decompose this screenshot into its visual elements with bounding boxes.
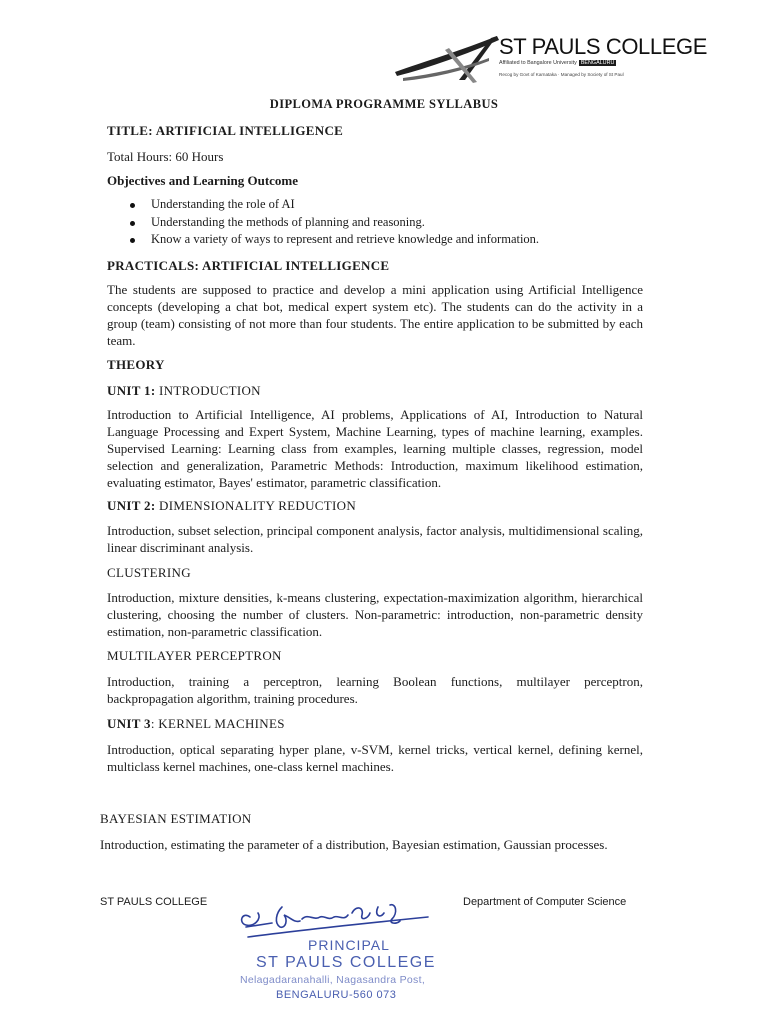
college-emblem-icon <box>393 28 503 90</box>
objectives-list <box>130 196 650 249</box>
principal-stamp-and-signature <box>228 893 458 1013</box>
stamp-city: BENGALURU-560 073 <box>276 989 397 1001</box>
unit2-label: UNIT 2: <box>107 498 156 513</box>
document-heading: DIPLOMA PROGRAMME SYLLABUS <box>269 97 499 111</box>
stamp-principal: PRINCIPAL <box>308 937 390 953</box>
clustering-heading: CLUSTERING <box>107 565 191 580</box>
course-title-value: ARTIFICIAL INTELLIGENCE <box>155 123 344 138</box>
objective-item: Know a variety of ways to represent and retrieve knowledge and information. <box>130 231 650 249</box>
unit1-heading <box>107 382 643 399</box>
unit1-label: UNIT 1: <box>107 383 156 398</box>
bayesian-heading: BAYESIAN ESTIMATION <box>100 811 252 826</box>
footer-college-name: ST PAULS COLLEGE <box>100 896 208 908</box>
affiliation-text: Affiliated to Bangalore University <box>499 60 577 66</box>
unit3-heading <box>107 715 643 732</box>
unit2-title: DIMENSIONALITY REDUCTION <box>159 498 357 513</box>
footer-department: Department of Computer Science <box>463 896 627 908</box>
clustering-text: Introduction, mixture densities, k-means clustering, expectation-maximization algorithm, hierarchical clustering, choosing the number of clusters. Non-parametric: introduction, non-parametric density estimation, non-parametric classification. <box>107 590 643 639</box>
college-affiliation <box>499 60 616 66</box>
stamp-college-name: ST PAULS COLLEGE <box>256 954 436 971</box>
total-hours: Total Hours: 60 Hours <box>107 149 224 164</box>
practicals-heading: PRACTICALS: ARTIFICIAL INTELLIGENCE <box>107 258 390 273</box>
college-name: ST PAULS COLLEGE <box>499 34 707 59</box>
objective-item: Understanding the role of AI <box>130 196 650 214</box>
mlp-text: Introduction, training a perceptron, learning Boolean functions, multilayer perceptron, backpropagation algorithm, training procedures. <box>107 674 643 706</box>
unit2-text: Introduction, subset selection, principal component analysis, factor analysis, multidimensional scaling, linear discriminant analysis. <box>107 523 643 555</box>
college-logo <box>393 28 707 90</box>
objective-item: Understanding the methods of planning and reasoning. <box>130 214 650 232</box>
unit1-title: INTRODUCTION <box>159 383 261 398</box>
course-title <box>107 122 643 139</box>
objectives-heading: Objectives and Learning Outcome <box>107 173 299 188</box>
principal-signature <box>228 893 458 943</box>
unit3-title: : KERNEL MACHINES <box>150 716 285 731</box>
stamp-address: Nelagadaranahalli, Nagasandra Post, <box>240 974 426 986</box>
unit2-heading <box>107 497 643 514</box>
college-recognition: Recog by Govt of Karnataka · Managed by Society of St Paul <box>499 72 624 77</box>
unit1-text: Introduction to Artificial Intelligence, AI problems, Applications of AI, Introduction to Natural Language Processing and Expert System, Machine Learning, types of machine learning, examples. Supervised Learning: Learning class from examples, learning multiple classes, regression, model selection and generalization, Parametric Methods: Introduction, maximum likelihood estimation, evaluating estimator, Bayes' estimator, parametric classification. <box>107 407 643 490</box>
practicals-text: The students are supposed to practice and develop a mini application using Artificial Intelligence concepts (developing a chat bot, medical expert system etc). The students can do the activity in a group (team) consisting of not more than four students. The entire application to be submitted by each team. <box>107 282 643 348</box>
bayesian-text: Introduction, estimating the parameter of a distribution, Bayesian estimation, Gaussian processes. <box>100 837 608 852</box>
theory-heading: THEORY <box>107 357 165 372</box>
affiliation-tag: BENGALURU <box>580 60 615 66</box>
unit3-text: Introduction, optical separating hyper plane, v-SVM, kernel tricks, vertical kernel, defining kernel, multiclass kernel machines, one-class kernel machines. <box>107 742 643 774</box>
mlp-heading: MULTILAYER PERCEPTRON <box>107 648 282 663</box>
course-title-label: TITLE: <box>107 123 153 138</box>
unit3-label: UNIT 3 <box>107 716 151 731</box>
